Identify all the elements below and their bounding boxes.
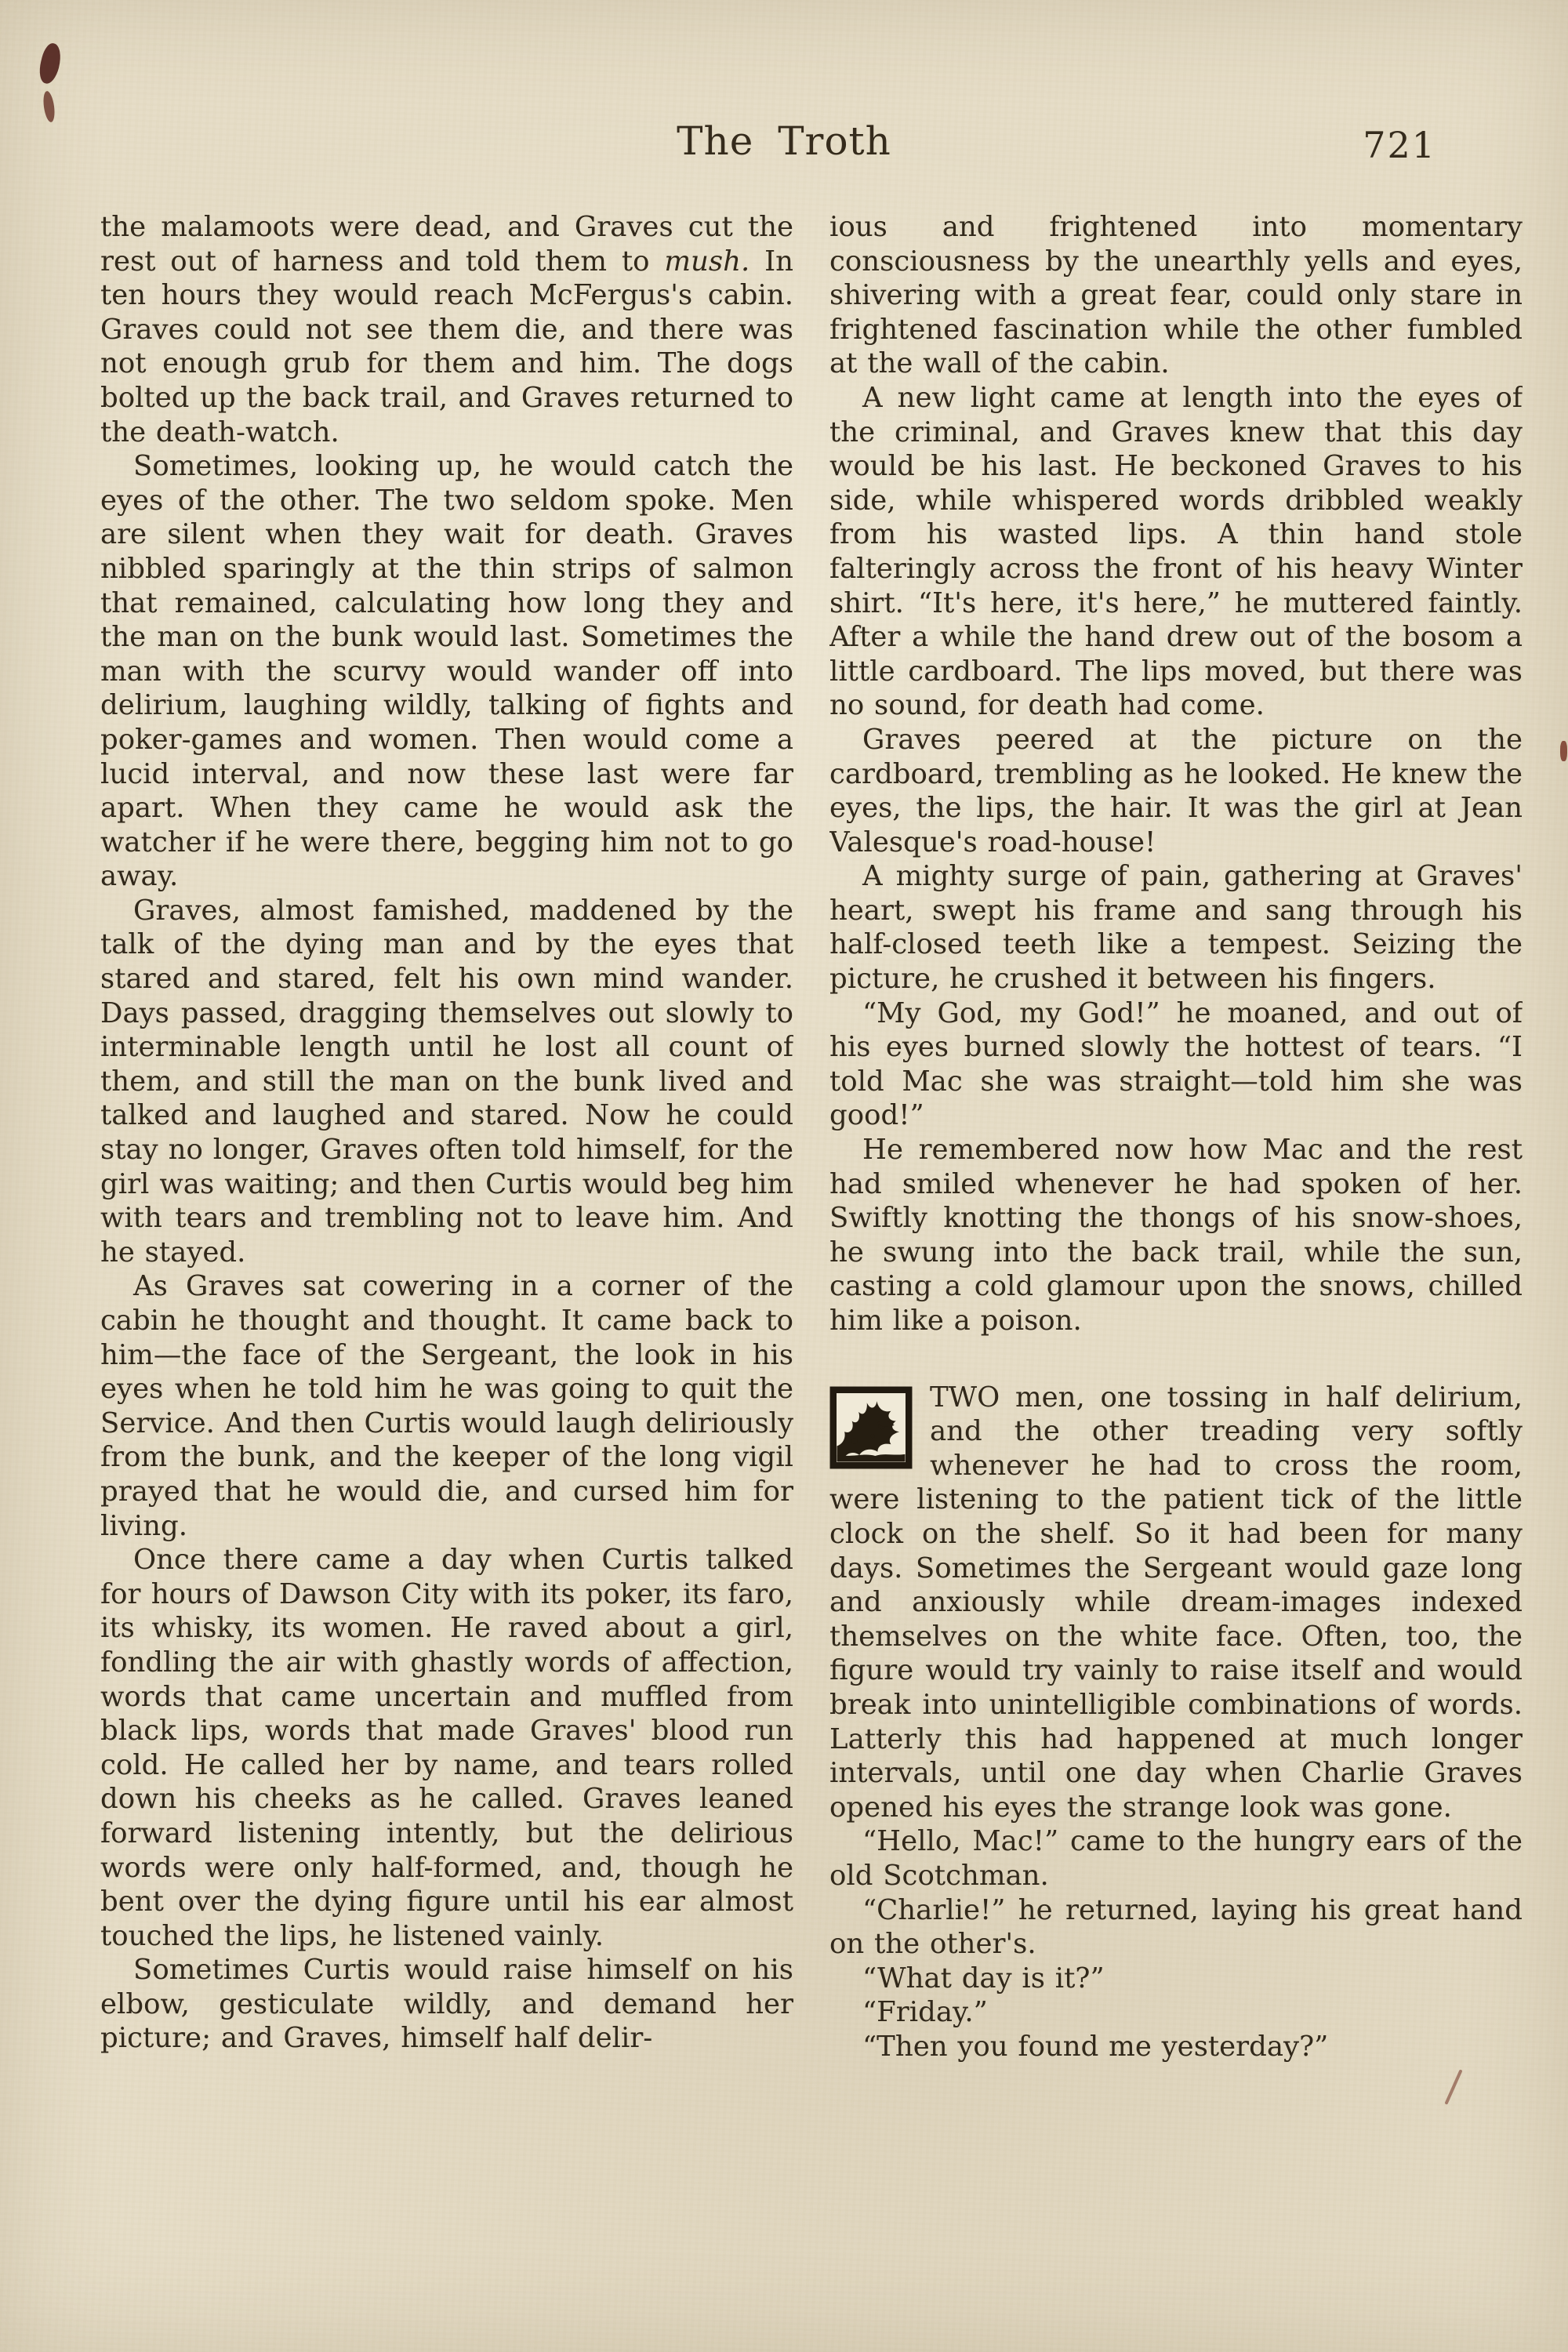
text-run: As Graves sat cowering in a corner of the cabin he thought and thought. It came back to him—the face of the Sergeant, the look in his eyes when he told him he was going to quit the Service. And then Curtis would laugh deliriously from the bunk, and the keeper of the long vigil prayed that he would die, and cursed him for living. — [100, 1270, 793, 1542]
paragraph — [829, 859, 1523, 996]
text-run: “My God, my God!” he moaned, and out of his eyes burned slowly the hottest of tears. “I told Mac she was straight—told him she was good!” — [829, 996, 1523, 1132]
paragraph — [829, 996, 1523, 1133]
text-run: A new light came at length into the eyes of the criminal, and Graves knew that this day would be his last. He beckoned Graves to his side, while whispered words dribbled weakly from his wasted lips. A thin hand stole falteringly across the front of his heavy Winter shirt. “It's here, it's here,” he muttered faintly. After a while the hand drew out of the bosom a little cardboard. The lips moved, but there was no sound, for death had come. — [829, 381, 1523, 722]
text-run: Sometimes, looking up, he would catch the eyes of the other. The two seldom spoke. Men are silent when they wait for death. Graves nibbled sparingly at the thin strips of salmon that remained, calculating how long they and the man on the bunk would last. Sometimes the man with the scurvy would wander off into delirium, laughing wildly, talking of fights and poker-games and women. Then would come a lucid interval, and now these last were far apart. When they came he would ask the watcher if he were there, begging him not to go away. — [100, 450, 793, 893]
right-column-story — [829, 1381, 1523, 2064]
paragraph — [100, 1269, 793, 1543]
text-run: “Then you found me yesterday?” — [862, 2030, 1329, 2063]
paragraph — [829, 2030, 1523, 2064]
paragraph — [829, 1381, 1523, 1825]
text-run: “What day is it?” — [862, 1962, 1105, 1994]
text-run: In ten hours they would reach McFergus's cabin. Graves could not see them die, and there was not enough grub for them and him. The dogs bolted up the back trail, and Graves returned to the death-watch. — [100, 245, 793, 448]
story-section — [829, 1381, 1523, 2064]
text-run: “Hello, Mac!” came to the hungry ears of the old Scotchman. — [829, 1825, 1523, 1892]
paragraph — [100, 1543, 793, 1953]
text-run: “Charlie!” he returned, laying his great hand on the other's. — [829, 1893, 1523, 1961]
paragraph — [829, 1962, 1523, 1996]
italic-text: mush. — [664, 245, 750, 278]
text-run: Sometimes Curtis would raise himself on his elbow, gesticulate wildly, and demand her picture; and Graves, himself half delir- — [100, 1954, 793, 2055]
paragraph — [100, 449, 793, 894]
left-column — [100, 210, 793, 2194]
page-header — [0, 118, 1568, 172]
paragraph — [829, 381, 1523, 723]
text-run: He remembered now how Mac and the rest had smiled whenever he had spoken of her. Swiftly knotting the thongs of his snow-shoes, he swung into the back trail, while the sun, casting a cold glamour upon the snows, chilled him like a poison. — [829, 1134, 1523, 1337]
text-run: “Friday.” — [862, 1996, 988, 2029]
paragraph — [829, 1893, 1523, 1962]
woodcut-ornament-icon — [829, 1386, 913, 1469]
scan-ink-artifact — [36, 42, 64, 85]
paragraph — [829, 723, 1523, 859]
paragraph — [829, 1133, 1523, 1338]
paragraph — [829, 1824, 1523, 1893]
text-run: TWO men, one tossing in half delirium, and the other treading very softly whenever he had to cross the room, were listening to the patient tick of the little clock on the shelf. So it had been for many days. Sometimes the Sergeant would gaze long and anxiously while dream-images indexed themselves on the white face. Often, too, the figure would try vainly to raise itself and would break into unintelligible combinations of words. Latterly this had happened at much longer intervals, until one day when Charlie Graves opened his eyes the strange look was gone. — [829, 1381, 1523, 1824]
text-run: Graves peered at the picture on the cardboard, trembling as he looked. He knew the eyes, the lips, the hair. It was the girl at Jean Valesque's road-house! — [829, 723, 1523, 858]
paragraph — [100, 894, 793, 1270]
text-run: Graves, almost famished, maddened by the talk of the dying man and by the eyes that stared and stared, felt his own mind wander. Days passed, dragging themselves out slowly to interminable length until he lost all count of them, and still the man on the bunk lived and talked and laughed and stared. Now he could stay no longer, Graves often told himself, for the girl was waiting; and then Curtis would beg him with tears and trembling not to leave him. And he stayed. — [100, 894, 793, 1269]
running-title: The Troth — [677, 118, 891, 164]
right-column-top — [829, 210, 1523, 1338]
paragraph — [100, 1953, 793, 2056]
page-number: 721 — [1363, 124, 1436, 166]
paragraph — [829, 1995, 1523, 2030]
paragraph — [100, 210, 793, 449]
right-column — [829, 210, 1523, 2194]
text-run: A mighty surge of pain, gathering at Graves' heart, swept his frame and sang through his half-closed teeth like a tempest. Seizing the picture, he crushed it between his fingers. — [829, 860, 1523, 996]
text-run: the malamoots were dead, and Graves cut the rest out of harness and told them to — [100, 211, 793, 278]
text-run: Once there came a day when Curtis talked for hours of Dawson City with its poker, its faro, its whisky, its women. He raved about a girl, fondling the air with ghastly words of affection, words that came uncertain and muffled from black lips, words that made Graves' blood run cold. He called her by name, and tears rolled down his cheeks as he called. Graves leaned forward listening intently, but the delirious words were only half-formed, and, though he bent over the dying figure until his ear almost touched the lips, he listened vainly. — [100, 1544, 793, 1952]
text-run: ious and frightened into momentary consciousness by the unearthly yells and eyes, shivering with a great fear, could only stare in frightened fascination while the other fumbled at the wall of the cabin. — [829, 211, 1523, 380]
paragraph — [829, 210, 1523, 381]
scan-ink-artifact — [1560, 741, 1567, 761]
